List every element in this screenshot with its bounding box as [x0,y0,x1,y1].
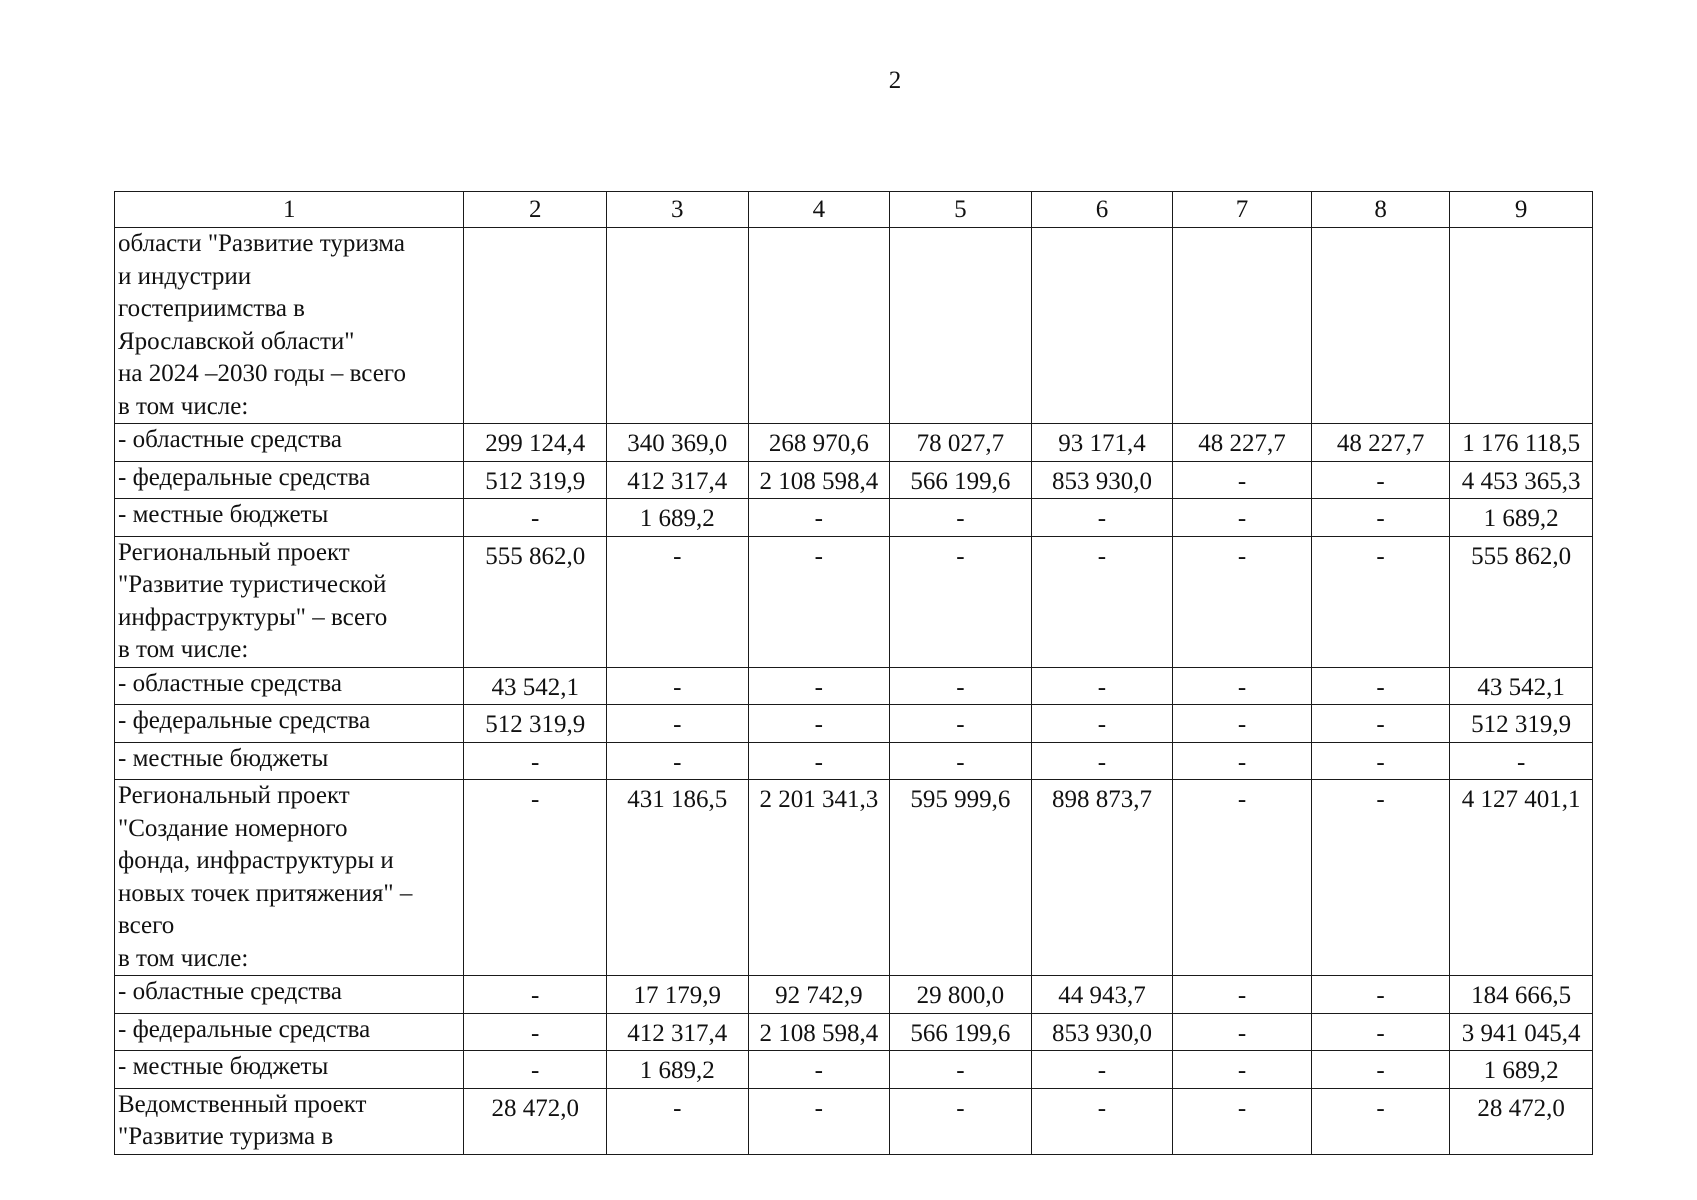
value-cell: - [1173,536,1312,667]
table-row [115,742,1593,780]
value-cell: - [1031,667,1173,705]
row-label: - федеральные средства [115,705,464,743]
value-cell: - [606,536,748,667]
value-cell: - [1311,976,1450,1014]
table-row [115,705,1593,743]
value-cell: 2 108 598,4 [748,461,890,499]
value-cell: - [748,499,890,537]
value-cell: - [1031,1088,1173,1154]
value-cell: - [748,742,890,780]
budget-table [114,191,1593,1155]
value-cell: - [1311,461,1450,499]
row-label: Региональный проект "Развитие туристической инфраструктуры" – всего в том числе: [115,536,464,667]
row-label: - федеральные средства [115,1013,464,1051]
value-cell: - [464,742,607,780]
value-cell: - [1173,499,1312,537]
value-cell [1173,228,1312,424]
value-cell: - [1173,667,1312,705]
value-cell: - [1311,705,1450,743]
page-number: 2 [888,67,902,94]
value-cell: - [1311,1088,1450,1154]
row-label: - местные бюджеты [115,1051,464,1089]
value-cell: 268 970,6 [748,424,890,462]
value-cell: 28 472,0 [1450,1088,1593,1154]
table-row [115,461,1593,499]
value-cell: - [1173,780,1312,976]
value-cell: - [464,499,607,537]
value-cell: - [464,976,607,1014]
value-cell: - [890,705,1032,743]
value-cell: 431 186,5 [606,780,748,976]
value-cell: 299 124,4 [464,424,607,462]
value-cell: - [748,536,890,667]
value-cell: - [1031,1051,1173,1089]
value-cell [1311,228,1450,424]
value-cell [890,228,1032,424]
row-label: - федеральные средства [115,461,464,499]
value-cell [606,228,748,424]
value-cell: 1 689,2 [1450,499,1593,537]
value-cell: 853 930,0 [1031,461,1173,499]
value-cell [1031,228,1173,424]
value-cell: 512 319,9 [464,705,607,743]
row-label: области "Развитие туризма и индустрии гостеприимства в Ярославской области" на 2024 –2030 годы – всего в том числе: [115,228,464,424]
table-row [115,228,1593,424]
value-cell: - [890,536,1032,667]
value-cell: - [1173,742,1312,780]
column-number: 5 [890,192,1032,228]
value-cell: - [748,705,890,743]
value-cell: - [606,742,748,780]
value-cell: 78 027,7 [890,424,1032,462]
value-cell: 555 862,0 [464,536,607,667]
table-row [115,976,1593,1014]
value-cell: 566 199,6 [890,1013,1032,1051]
value-cell: - [1173,1088,1312,1154]
value-cell: 4 127 401,1 [1450,780,1593,976]
row-label: - областные средства [115,667,464,705]
value-cell: 44 943,7 [1031,976,1173,1014]
value-cell: - [1311,499,1450,537]
value-cell: 3 941 045,4 [1450,1013,1593,1051]
row-label: - местные бюджеты [115,742,464,780]
value-cell: - [1031,705,1173,743]
value-cell: - [890,1088,1032,1154]
value-cell: - [1311,1051,1450,1089]
value-cell: 1 689,2 [606,499,748,537]
value-cell: 1 689,2 [1450,1051,1593,1089]
value-cell: - [1173,461,1312,499]
value-cell: - [464,1013,607,1051]
value-cell: 2 201 341,3 [748,780,890,976]
value-cell: - [748,667,890,705]
value-cell: - [464,1051,607,1089]
value-cell: - [1450,742,1593,780]
value-cell: - [606,1088,748,1154]
value-cell: - [1031,499,1173,537]
value-cell: - [890,499,1032,537]
table-row [115,1088,1593,1154]
value-cell: - [748,1051,890,1089]
value-cell: - [1173,1051,1312,1089]
table-row [115,536,1593,667]
value-cell: 43 542,1 [464,667,607,705]
value-cell: 512 319,9 [464,461,607,499]
value-cell: - [1311,536,1450,667]
value-cell: 1 689,2 [606,1051,748,1089]
value-cell: 898 873,7 [1031,780,1173,976]
column-number: 7 [1173,192,1312,228]
table-row [115,1051,1593,1089]
value-cell: - [1173,1013,1312,1051]
table-row [115,1013,1593,1051]
value-cell [1450,228,1593,424]
row-label: Ведомственный проект "Развитие туризма в [115,1088,464,1154]
value-cell: - [1031,536,1173,667]
value-cell: - [1311,667,1450,705]
value-cell: - [606,705,748,743]
value-cell: 340 369,0 [606,424,748,462]
value-cell [748,228,890,424]
value-cell: - [464,780,607,976]
value-cell: 43 542,1 [1450,667,1593,705]
value-cell: 29 800,0 [890,976,1032,1014]
column-number: 2 [464,192,607,228]
column-number: 8 [1311,192,1450,228]
value-cell: 48 227,7 [1173,424,1312,462]
value-cell: - [890,742,1032,780]
value-cell: 17 179,9 [606,976,748,1014]
value-cell: - [1173,976,1312,1014]
column-number: 6 [1031,192,1173,228]
column-number: 9 [1450,192,1593,228]
value-cell: 48 227,7 [1311,424,1450,462]
value-cell: 28 472,0 [464,1088,607,1154]
value-cell: - [1311,780,1450,976]
column-number: 4 [748,192,890,228]
value-cell: - [1311,742,1450,780]
table-row [115,499,1593,537]
value-cell: 93 171,4 [1031,424,1173,462]
row-label: - местные бюджеты [115,499,464,537]
value-cell: 412 317,4 [606,461,748,499]
value-cell: 555 862,0 [1450,536,1593,667]
value-cell: 184 666,5 [1450,976,1593,1014]
row-label: - областные средства [115,424,464,462]
table-row [115,424,1593,462]
value-cell: 853 930,0 [1031,1013,1173,1051]
table-row [115,667,1593,705]
value-cell: - [1311,1013,1450,1051]
value-cell: 512 319,9 [1450,705,1593,743]
value-cell: - [890,1051,1032,1089]
value-cell: 412 317,4 [606,1013,748,1051]
value-cell: 566 199,6 [890,461,1032,499]
column-number: 1 [115,192,464,228]
value-cell: 92 742,9 [748,976,890,1014]
value-cell: - [748,1088,890,1154]
value-cell: 595 999,6 [890,780,1032,976]
value-cell: - [1031,742,1173,780]
table-row [115,780,1593,976]
value-cell: - [606,667,748,705]
column-number: 3 [606,192,748,228]
value-cell: 4 453 365,3 [1450,461,1593,499]
value-cell: - [890,667,1032,705]
row-label: - областные средства [115,976,464,1014]
column-number-row [115,192,1593,228]
value-cell: - [1173,705,1312,743]
row-label: Региональный проект "Создание номерного фонда, инфраструктуры и новых точек притяжения" – всего в том числе: [115,780,464,976]
value-cell: 2 108 598,4 [748,1013,890,1051]
value-cell [464,228,607,424]
value-cell: 1 176 118,5 [1450,424,1593,462]
